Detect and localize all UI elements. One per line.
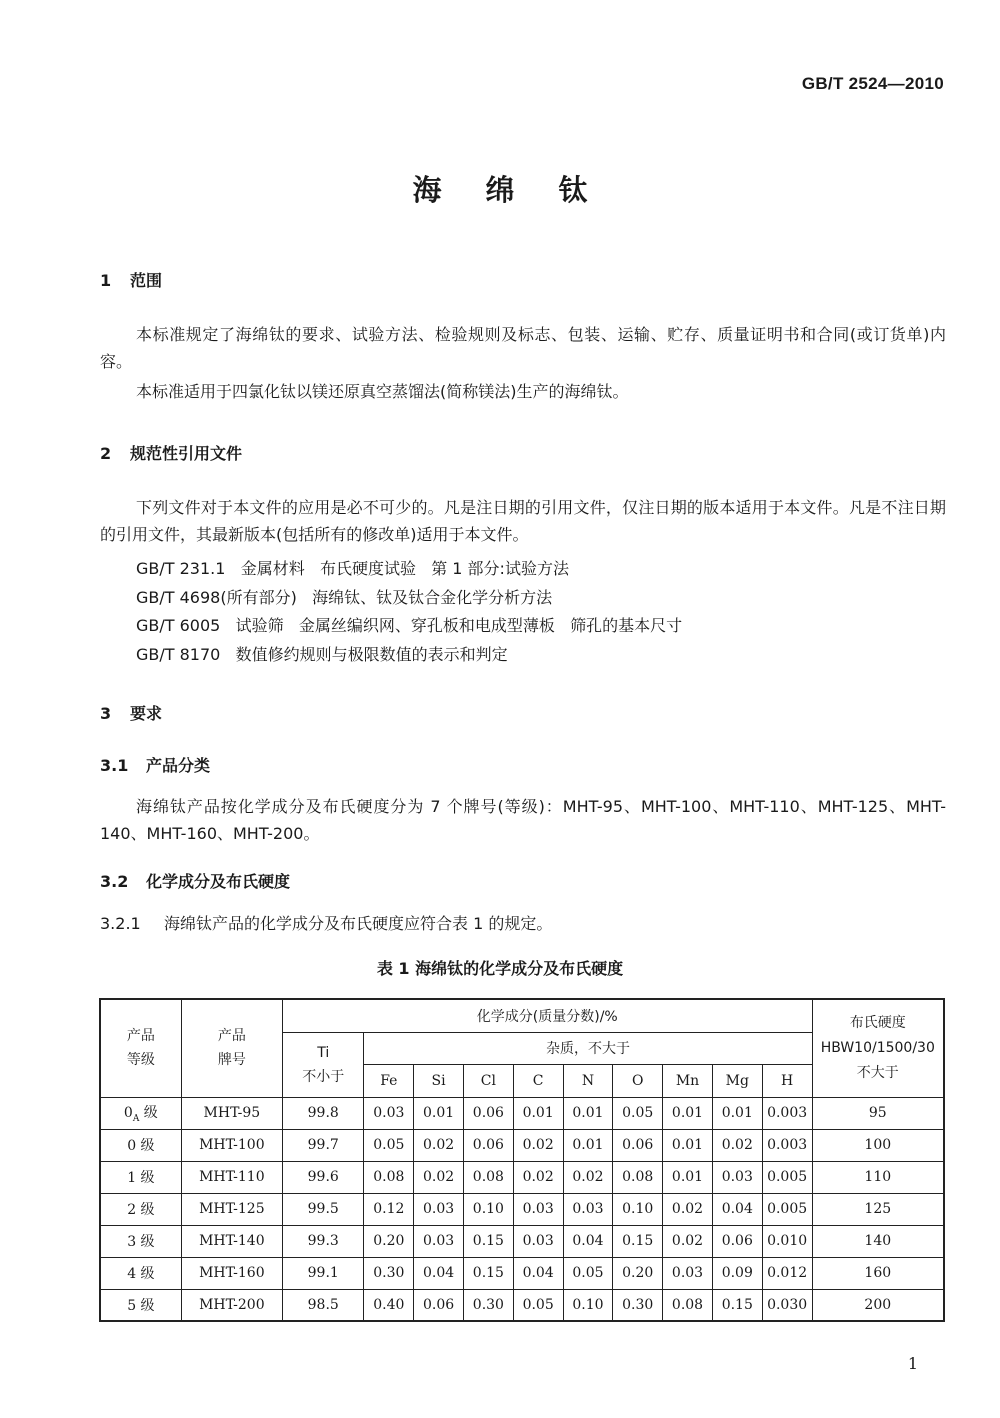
impurity-cell: 0.06: [414, 1289, 464, 1321]
impurity-cell: 0.012: [762, 1257, 812, 1289]
header-chemical-composition: 化学成分(质量分数)/%: [283, 999, 813, 1032]
impurity-cell: 0.05: [563, 1257, 613, 1289]
standard-code: GB/T 2524—2010: [801, 74, 944, 93]
impurity-cell: 0.003: [762, 1129, 812, 1161]
impurity-cell: 0.40: [364, 1289, 414, 1321]
impurity-cell: 0.04: [513, 1257, 563, 1289]
grade-cell: 3 级: [100, 1225, 181, 1257]
impurity-cell: 0.09: [712, 1257, 762, 1289]
section-1-heading: [100, 268, 162, 291]
impurity-cell: 0.03: [563, 1193, 613, 1225]
impurity-cell: 0.01: [563, 1097, 613, 1129]
hardness-cell: 110: [812, 1161, 944, 1193]
impurity-cell: 0.03: [414, 1193, 464, 1225]
section-number: 1: [100, 271, 112, 290]
grade-cell: 1 级: [100, 1161, 181, 1193]
section-1-paragraph-1: 本标准规定了海绵钛的要求、试验方法、检验规则及标志、包装、运输、贮存、质量证明书和合同(或订货单)内容。: [100, 325, 946, 371]
impurity-cell: 0.05: [513, 1289, 563, 1321]
impurity-cell: 0.005: [762, 1193, 812, 1225]
brand-cell: MHT-140: [181, 1225, 282, 1257]
chemical-composition-table: [99, 998, 945, 1322]
grade-cell: 4 级: [100, 1257, 181, 1289]
impurity-cell: 0.010: [762, 1225, 812, 1257]
element-header-c: C: [513, 1064, 563, 1097]
page-number: 1: [907, 1354, 918, 1373]
impurity-cell: 0.15: [463, 1225, 513, 1257]
impurity-cell: 0.06: [463, 1129, 513, 1161]
header-brand: 产品 牌号: [181, 999, 282, 1097]
element-header-mg: Mg: [712, 1064, 762, 1097]
element-header-h: H: [762, 1064, 812, 1097]
impurity-cell: 0.30: [364, 1257, 414, 1289]
section-title: 产品分类: [146, 756, 211, 775]
impurity-cell: 0.02: [563, 1161, 613, 1193]
impurity-cell: 0.06: [613, 1129, 663, 1161]
element-header-o: O: [613, 1064, 663, 1097]
section-number: 3: [100, 704, 112, 723]
section-title: 范围: [130, 271, 163, 290]
clause-3-2-1: [100, 911, 552, 934]
impurity-cell: 0.03: [663, 1257, 713, 1289]
table-row: [100, 1289, 944, 1321]
impurity-cell: 0.30: [463, 1289, 513, 1321]
section-3-1-heading: [100, 753, 210, 776]
section-number: 3.2: [100, 872, 129, 891]
impurity-cell: 0.05: [364, 1129, 414, 1161]
impurity-cell: 0.030: [762, 1289, 812, 1321]
section-3-heading: [100, 701, 162, 724]
impurity-cell: 0.06: [712, 1225, 762, 1257]
ti-cell: 99.1: [283, 1257, 364, 1289]
impurity-cell: 0.08: [613, 1161, 663, 1193]
impurity-cell: 0.02: [414, 1129, 464, 1161]
hardness-cell: 100: [812, 1129, 944, 1161]
grade-cell: $0_A$ 级: [100, 1097, 181, 1129]
impurity-cell: 0.01: [513, 1097, 563, 1129]
hardness-cell: 125: [812, 1193, 944, 1225]
table-row: [100, 1129, 944, 1161]
impurity-cell: 0.02: [712, 1129, 762, 1161]
brand-cell: MHT-160: [181, 1257, 282, 1289]
table-row: [100, 1161, 944, 1193]
section-title: 化学成分及布氏硬度: [146, 872, 291, 891]
ti-cell: 99.8: [283, 1097, 364, 1129]
grade-cell: 5 级: [100, 1289, 181, 1321]
grade-cell: 0 级: [100, 1129, 181, 1161]
impurity-cell: 0.08: [663, 1289, 713, 1321]
reference-item: GB/T 231.1 金属材料 布氏硬度试验 第 1 部分:试验方法: [136, 559, 569, 578]
section-3-2-heading: [100, 869, 290, 892]
element-header-cl: Cl: [463, 1064, 513, 1097]
hardness-cell: 160: [812, 1257, 944, 1289]
impurity-cell: 0.03: [414, 1225, 464, 1257]
impurity-cell: 0.01: [663, 1129, 713, 1161]
impurity-cell: 0.04: [712, 1193, 762, 1225]
impurity-cell: 0.01: [563, 1129, 613, 1161]
section-number: 3.1: [100, 756, 129, 775]
document-title: 海绵钛: [412, 173, 632, 207]
hardness-cell: 140: [812, 1225, 944, 1257]
impurity-cell: 0.10: [463, 1193, 513, 1225]
impurity-cell: 0.12: [364, 1193, 414, 1225]
section-2-heading: [100, 441, 242, 464]
impurity-cell: 0.15: [613, 1225, 663, 1257]
impurity-cell: 0.03: [513, 1225, 563, 1257]
table-row: [100, 1257, 944, 1289]
impurity-cell: 0.01: [414, 1097, 464, 1129]
section-1-paragraph-2: 本标准适用于四氯化钛以镁还原真空蒸馏法(简称镁法)生产的海绵钛。: [136, 382, 629, 401]
impurity-cell: 0.20: [613, 1257, 663, 1289]
impurity-cell: 0.02: [513, 1161, 563, 1193]
impurity-cell: 0.02: [663, 1225, 713, 1257]
table-row: [100, 1193, 944, 1225]
brand-cell: MHT-200: [181, 1289, 282, 1321]
table-body: [100, 1097, 944, 1321]
element-header-si: Si: [414, 1064, 464, 1097]
header-impurity: 杂质，不大于: [364, 1032, 812, 1064]
table-1-title: 表 1 海绵钛的化学成分及布氏硬度: [376, 959, 624, 978]
ti-cell: 99.5: [283, 1193, 364, 1225]
impurity-cell: 0.30: [613, 1289, 663, 1321]
section-3-1-paragraph: 海绵钛产品按化学成分及布氏硬度分为 7 个牌号(等级)：MHT-95、MHT-100、MHT-110、MHT-125、MHT-140、MHT-160、MHT-200。: [100, 797, 946, 843]
impurity-cell: 0.05: [613, 1097, 663, 1129]
element-header-mn: Mn: [663, 1064, 713, 1097]
header-ti: Ti 不小于: [283, 1032, 364, 1097]
impurity-cell: 0.03: [712, 1161, 762, 1193]
impurity-cell: 0.005: [762, 1161, 812, 1193]
element-header-n: N: [563, 1064, 613, 1097]
reference-item: GB/T 4698(所有部分) 海绵钛、钛及钛合金化学分析方法: [136, 588, 553, 607]
impurity-cell: 0.10: [613, 1193, 663, 1225]
impurity-cell: 0.01: [663, 1097, 713, 1129]
impurity-cell: 0.02: [414, 1161, 464, 1193]
brand-cell: MHT-125: [181, 1193, 282, 1225]
section-title: 要求: [130, 704, 163, 723]
ti-cell: 99.3: [283, 1225, 364, 1257]
impurity-cell: 0.04: [414, 1257, 464, 1289]
impurity-cell: 0.08: [364, 1161, 414, 1193]
brand-cell: MHT-110: [181, 1161, 282, 1193]
table-row: [100, 1097, 944, 1129]
brand-cell: MHT-100: [181, 1129, 282, 1161]
reference-item: GB/T 8170 数值修约规则与极限数值的表示和判定: [136, 645, 508, 664]
ti-cell: 99.6: [283, 1161, 364, 1193]
impurity-cell: 0.20: [364, 1225, 414, 1257]
impurity-cell: 0.02: [513, 1129, 563, 1161]
impurity-cell: 0.03: [513, 1193, 563, 1225]
impurity-cell: 0.15: [463, 1257, 513, 1289]
header-hardness: 布氏硬度 HBW10/1500/30 不大于: [812, 999, 944, 1097]
header-grade: 产品 等级: [100, 999, 181, 1097]
table-row: [100, 1225, 944, 1257]
section-number: 2: [100, 444, 112, 463]
impurity-cell: 0.15: [712, 1289, 762, 1321]
impurity-cell: 0.01: [663, 1161, 713, 1193]
grade-cell: 2 级: [100, 1193, 181, 1225]
impurity-cell: 0.08: [463, 1161, 513, 1193]
impurity-cell: 0.06: [463, 1097, 513, 1129]
clause-number: 3.2.1: [100, 914, 141, 933]
hardness-cell: 200: [812, 1289, 944, 1321]
section-title: 规范性引用文件: [130, 444, 243, 463]
brand-cell: MHT-95: [181, 1097, 282, 1129]
impurity-cell: 0.02: [663, 1193, 713, 1225]
section-2-paragraph-1: 下列文件对于本文件的应用是必不可少的。凡是注日期的引用文件，仅注日期的版本适用于本文件。凡是不注日期的引用文件，其最新版本(包括所有的修改单)适用于本文件。: [100, 498, 946, 544]
element-header-fe: Fe: [364, 1064, 414, 1097]
impurity-cell: 0.04: [563, 1225, 613, 1257]
impurity-cell: 0.03: [364, 1097, 414, 1129]
reference-item: GB/T 6005 试验筛 金属丝编织网、穿孔板和电成型薄板 筛孔的基本尺寸: [136, 616, 683, 635]
clause-text: 海绵钛产品的化学成分及布氏硬度应符合表 1 的规定。: [164, 914, 553, 933]
hardness-cell: 95: [812, 1097, 944, 1129]
impurity-cell: 0.003: [762, 1097, 812, 1129]
impurity-cell: 0.10: [563, 1289, 613, 1321]
impurity-cell: 0.01: [712, 1097, 762, 1129]
ti-cell: 99.7: [283, 1129, 364, 1161]
ti-cell: 98.5: [283, 1289, 364, 1321]
